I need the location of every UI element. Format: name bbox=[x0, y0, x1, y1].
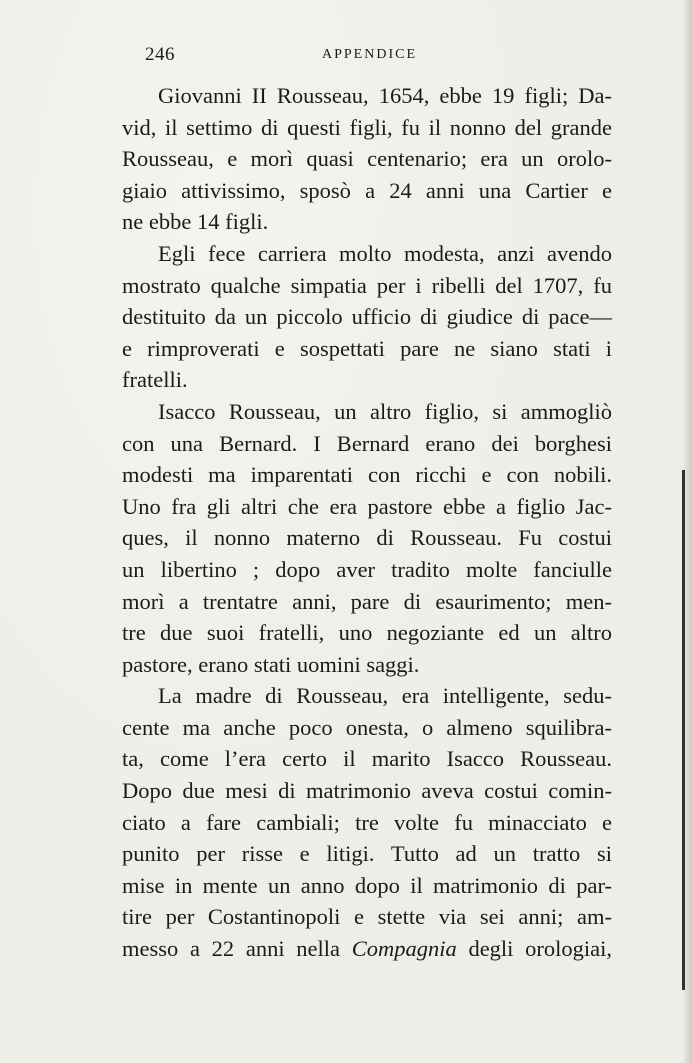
text-line: fratelli. bbox=[122, 367, 188, 393]
text-line: giaio attivissimo, sposò a 24 anni una Cartier e bbox=[122, 177, 612, 203]
text-line: modesti ma imparentati con ricchi e con nobili. bbox=[122, 462, 612, 488]
text-line: ciato a fare cambiali; tre volte fu minacciato e bbox=[122, 809, 612, 835]
text-run: degli orologiai, bbox=[456, 936, 612, 962]
text-line: e rimproverati e sospettati pare ne siano stati i bbox=[122, 335, 612, 361]
text-line: pastore, erano stati uomini saggi. bbox=[122, 651, 420, 677]
text-line: La madre di Rousseau, era intelligente, sedu- bbox=[158, 683, 612, 709]
body-text bbox=[122, 80, 612, 965]
binding-edge-line bbox=[682, 470, 685, 990]
text-line: mostrato qualche simpatia per i ribelli del 1707, fu bbox=[122, 272, 612, 298]
text-line: Isacco Rousseau, un altro figlio, si ammogliò bbox=[158, 398, 612, 424]
text-line: vid, il settimo di questi figli, fu il nonno del grande bbox=[122, 114, 612, 140]
text-line: un libertino ; dopo aver tradito molte fanciulle bbox=[122, 556, 612, 582]
text-line: tre due suoi fratelli, uno negoziante ed un altro bbox=[122, 620, 612, 646]
text-line: destituito da un piccolo ufficio di giudice di pace— bbox=[122, 304, 612, 330]
text-line: mise in mente un anno dopo il matrimonio di par- bbox=[122, 872, 612, 898]
text-run: messo a 22 anni nella bbox=[122, 936, 352, 962]
text-line-final bbox=[122, 933, 612, 965]
text-line: tire per Costantinopoli e stette via sei anni; am- bbox=[122, 904, 612, 930]
text-line: Uno fra gli altri che era pastore ebbe a figlio Jac- bbox=[122, 493, 612, 519]
text-line: punito per risse e litigi. Tutto ad un tratto si bbox=[122, 841, 612, 867]
text-line: ta, come l’era certo il marito Isacco Rousseau. bbox=[122, 746, 612, 772]
text-line: ques, il nonno materno di Rousseau. Fu costui bbox=[122, 525, 612, 551]
text-line: Giovanni II Rousseau, 1654, ebbe 19 figli; Da- bbox=[158, 83, 612, 108]
text-line: cente ma anche poco onesta, o almeno squilibra- bbox=[122, 714, 612, 740]
italic-term: Compagnia bbox=[351, 936, 457, 962]
text-line: ne ebbe 14 figli. bbox=[122, 209, 269, 235]
text-line: Egli fece carriera molto modesta, anzi avendo bbox=[158, 240, 612, 266]
page-number: 246 bbox=[145, 44, 175, 65]
text-line: con una Bernard. I Bernard erano dei borghesi bbox=[122, 430, 612, 456]
page-header bbox=[0, 44, 692, 68]
running-head: APPENDICE bbox=[322, 47, 418, 62]
text-line: morì a trentatre anni, pare di esaurimento; men- bbox=[122, 588, 612, 614]
text-line: Rousseau, e morì quasi centenario; era un orolo- bbox=[122, 146, 612, 172]
text-line: Dopo due mesi di matrimonio aveva costui comin- bbox=[122, 778, 612, 804]
